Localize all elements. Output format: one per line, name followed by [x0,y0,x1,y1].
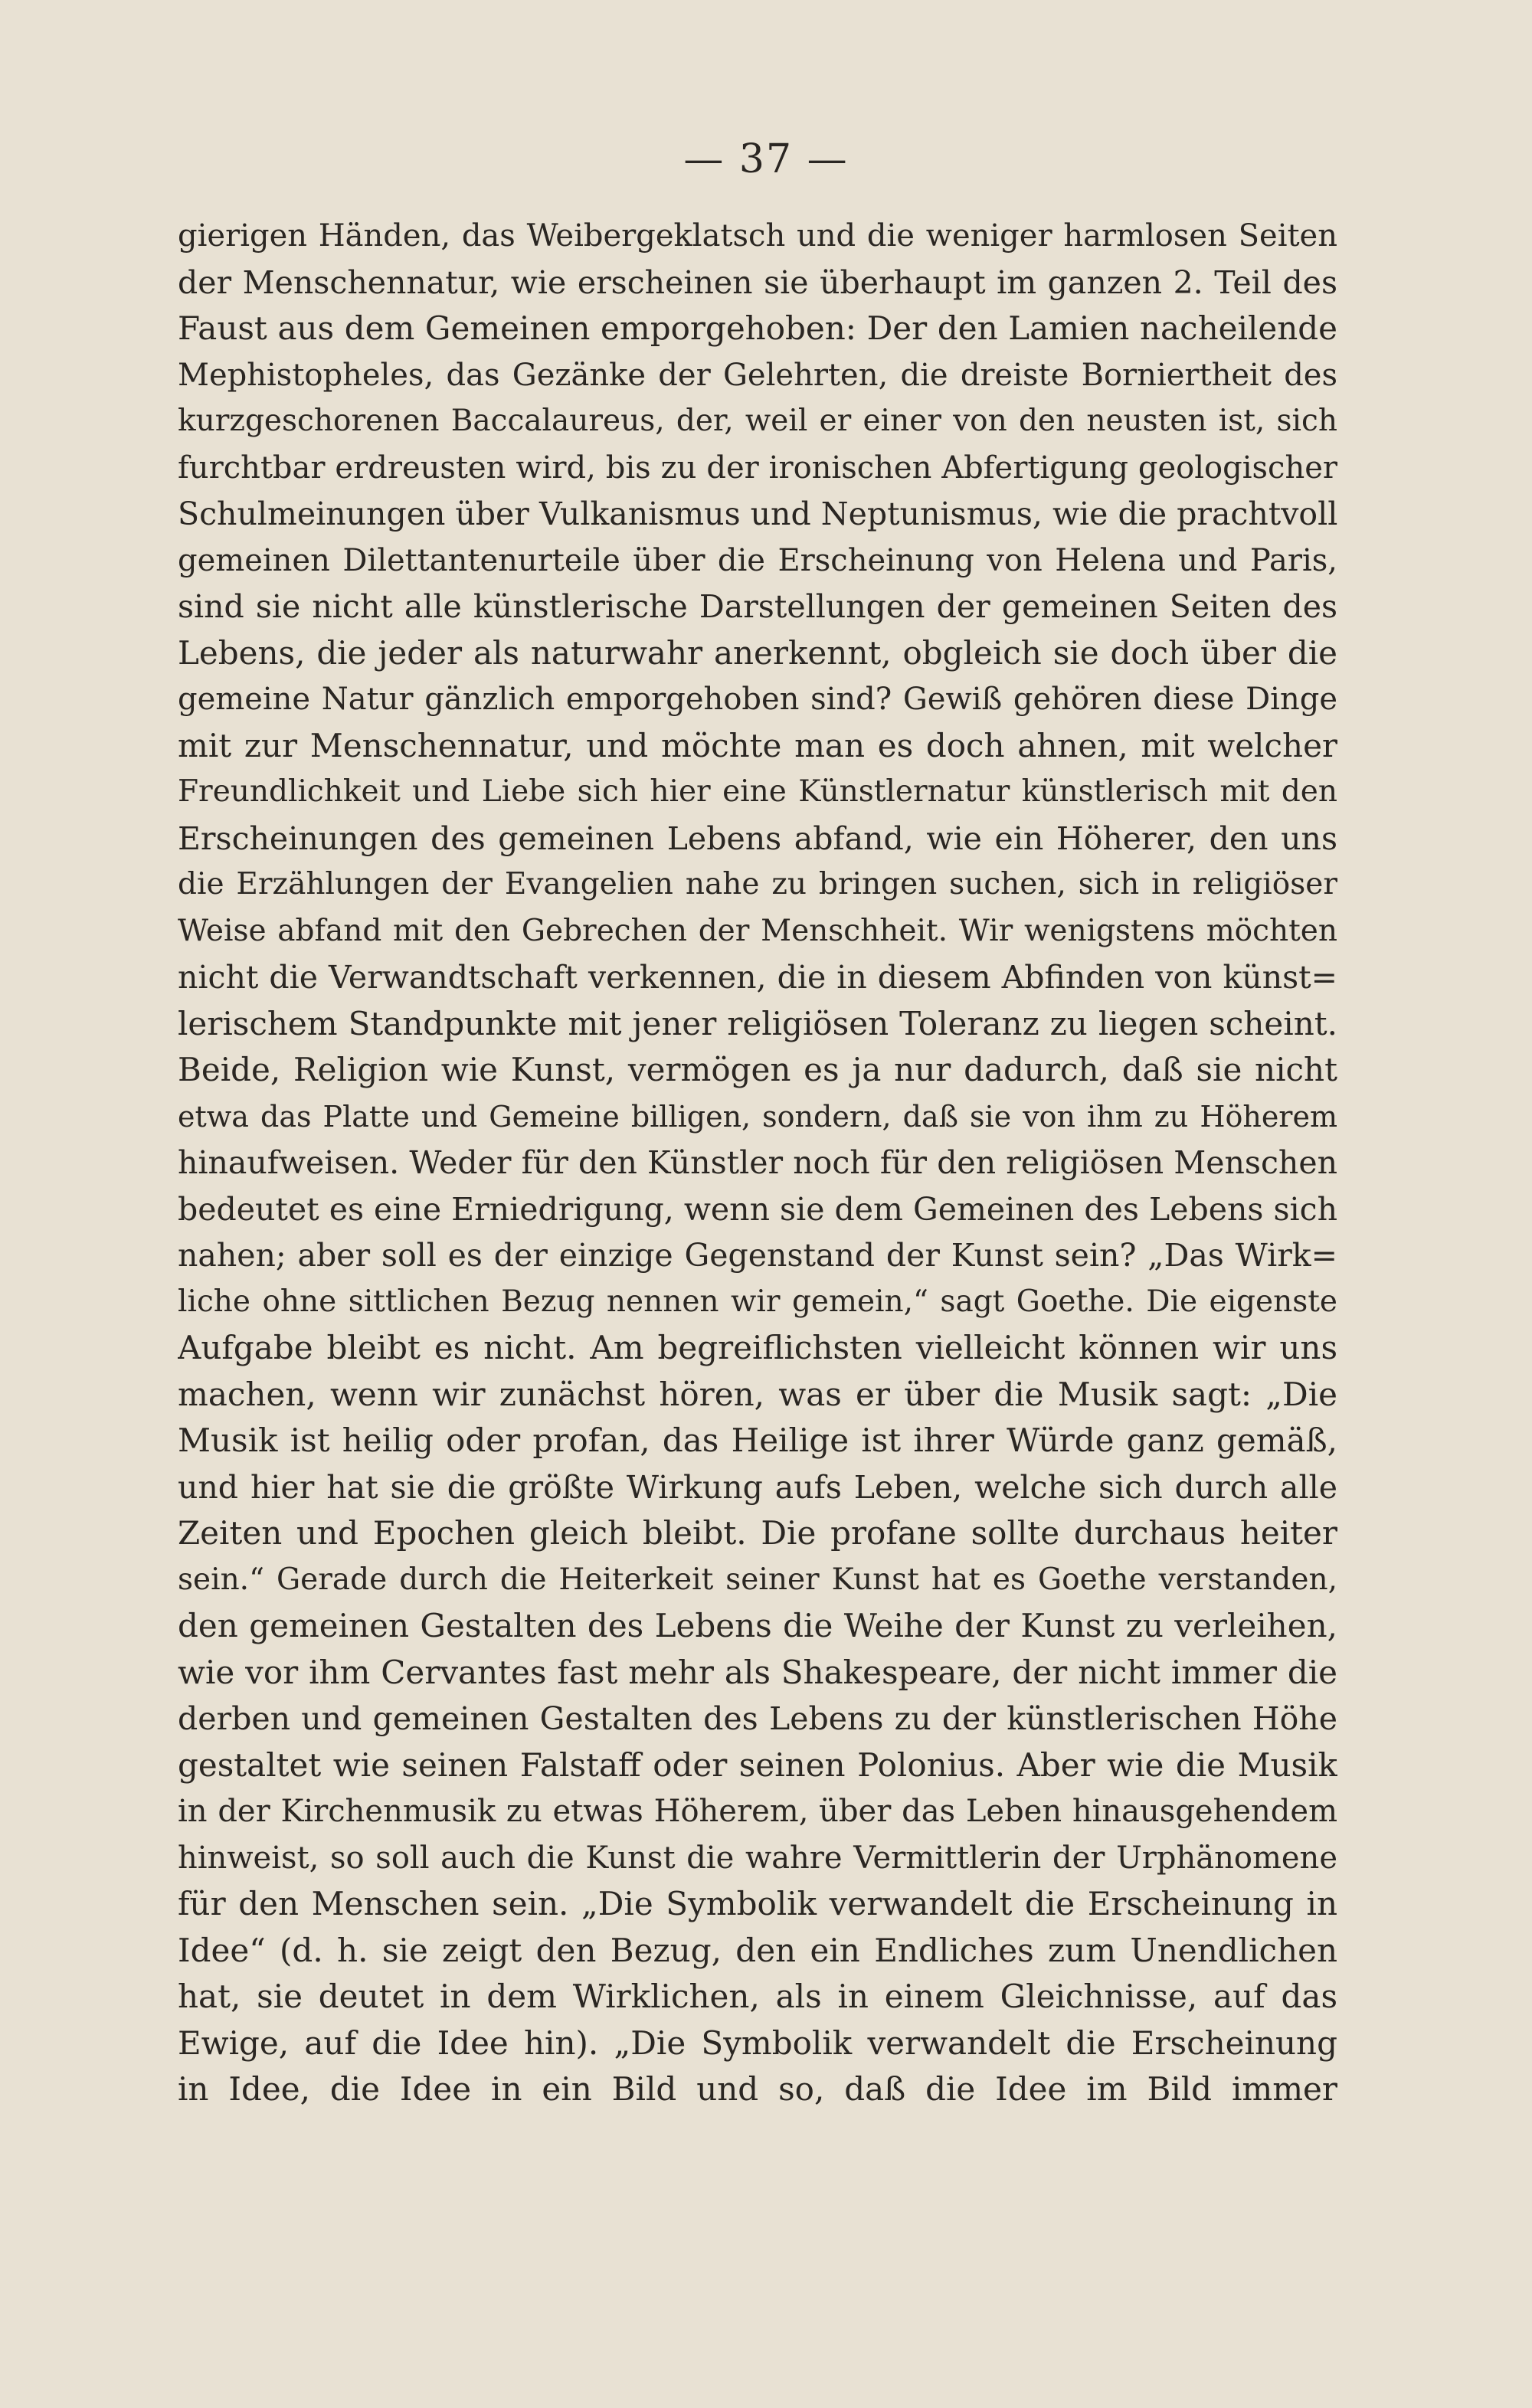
text-line: sind sie nicht alle künstlerische Darstellungen der gemeinen Seiten des [178,588,1337,625]
text-line: Aufgabe bleibt es nicht. Am begreiflichsten vielleicht können wir uns [178,1329,1337,1366]
text-line: wie vor ihm Cervantes fast mehr als Shakespeare, der nicht immer die [178,1653,1337,1691]
text-line: der Menschennatur, wie erscheinen sie überhaupt im ganzen 2. Teil des [178,263,1337,301]
text-line: Faust aus dem Gemeinen emporgehoben: Der den Lamien nacheilende [178,309,1337,347]
text-line: den gemeinen Gestalten des Lebens die Weihe der Kunst zu verleihen, [178,1607,1337,1644]
text-line: mit zur Menschennatur, und möchte man es doch ahnen, mit welcher [178,726,1337,764]
text-line: hinaufweisen. Weder für den Künstler noch für den religiösen Menschen [178,1144,1337,1181]
text-line: Schulmeinungen über Vulkanismus und Neptunismus, wie die prachtvoll [178,496,1337,532]
text-line: nicht die Verwandtschaft verkennen, die in diesem Abfinden von künst= [178,959,1337,996]
text-line: Mephistopheles, das Gezänke der Gelehrten, die dreiste Borniertheit des [178,357,1337,393]
text-line: hat, sie deutet in dem Wirklichen, als in einem Gleichnisse, auf das [178,1978,1337,2015]
text-line: liche ohne sittlichen Bezug nennen wir gemein,“ sagt Goethe. Die eigenste [178,1284,1337,1319]
text-line: furchtbar erdreusten wird, bis zu der ironischen Abfertigung geologischer [178,450,1337,486]
text-line: die Erzählungen der Evangelien nahe zu bringen suchen, sich in religiöser [178,867,1337,901]
text-line: lerischem Standpunkte mit jener religiösen Toleranz zu liegen scheint. [178,1004,1337,1042]
text-line: bedeutet es eine Erniedrigung, wenn sie dem Gemeinen des Lebens sich [178,1190,1337,1228]
text-line: Erscheinungen des gemeinen Lebens abfand, wie ein Höherer, den uns [178,820,1337,857]
text-line: nahen; aber soll es der einzige Gegenstand der Kunst sein? „Das Wirk= [178,1237,1337,1274]
text-line: für den Menschen sein. „Die Symbolik verwandelt die Erscheinung in [178,1885,1337,1922]
text-line: und hier hat sie die größte Wirkung aufs Leben, welche sich durch alle [178,1468,1337,1506]
text-line: in Idee, die Idee in ein Bild und so, daß die Idee im Bild immer [178,2070,1337,2108]
body-text [178,213,1337,2113]
text-line: derben und gemeinen Gestalten des Lebens zu der künstlerischen Höhe [178,1700,1337,1737]
text-line: machen, wenn wir zunächst hören, was er über die Musik sagt: „Die [178,1375,1337,1413]
text-line: Weise abfand mit den Gebrechen der Menschheit. Wir wenigstens möchten [178,913,1337,948]
text-line: gemeine Natur gänzlich emporgehoben sind? Gewiß gehören diese Dinge [178,682,1337,717]
text-line: Beide, Religion wie Kunst, vermögen es ja nur dadurch, daß sie nicht [178,1051,1337,1088]
text-line: Ewige, auf die Idee hin). „Die Symbolik verwandelt die Erscheinung [178,2024,1337,2062]
text-line: Idee“ (d. h. sie zeigt den Bezug, den ein Endliches zum Unendlichen [178,1931,1337,1969]
text-line: gemeinen Dilettantenurteile über die Erscheinung von Helena und Paris, [178,542,1337,578]
page-number: — 37 — [683,136,849,182]
text-line: hinweist, so soll auch die Kunst die wahre Vermittlerin der Urphänomene [178,1840,1337,1876]
text-line: etwa das Platte und Gemeine billigen, sondern, daß sie von ihm zu Höherem [178,1099,1337,1134]
text-line: sein.“ Gerade durch die Heiterkeit seiner Kunst hat es Goethe verstanden, [178,1562,1337,1597]
text-line: Freundlichkeit und Liebe sich hier eine Künstlernatur künstlerisch mit den [178,774,1337,809]
text-line: Zeiten und Epochen gleich bleibt. Die profane sollte durchaus heiter [178,1514,1337,1552]
text-line: Lebens, die jeder als naturwahr anerkennt, obgleich sie doch über die [178,633,1337,672]
text-line: in der Kirchenmusik zu etwas Höherem, über das Leben hinausgehendem [178,1794,1337,1829]
text-line: Musik ist heilig oder profan, das Heilige ist ihrer Würde ganz gemäß, [178,1422,1337,1459]
text-line: gestaltet wie seinen Falstaff oder seinen Polonius. Aber wie die Musik [178,1745,1337,1784]
text-line: gierigen Händen, das Weibergeklatsch und die weniger harmlosen Seiten [178,218,1337,254]
text-line: kurzgeschorenen Baccalaureus, der, weil er einer von den neusten ist, sich [178,404,1337,438]
